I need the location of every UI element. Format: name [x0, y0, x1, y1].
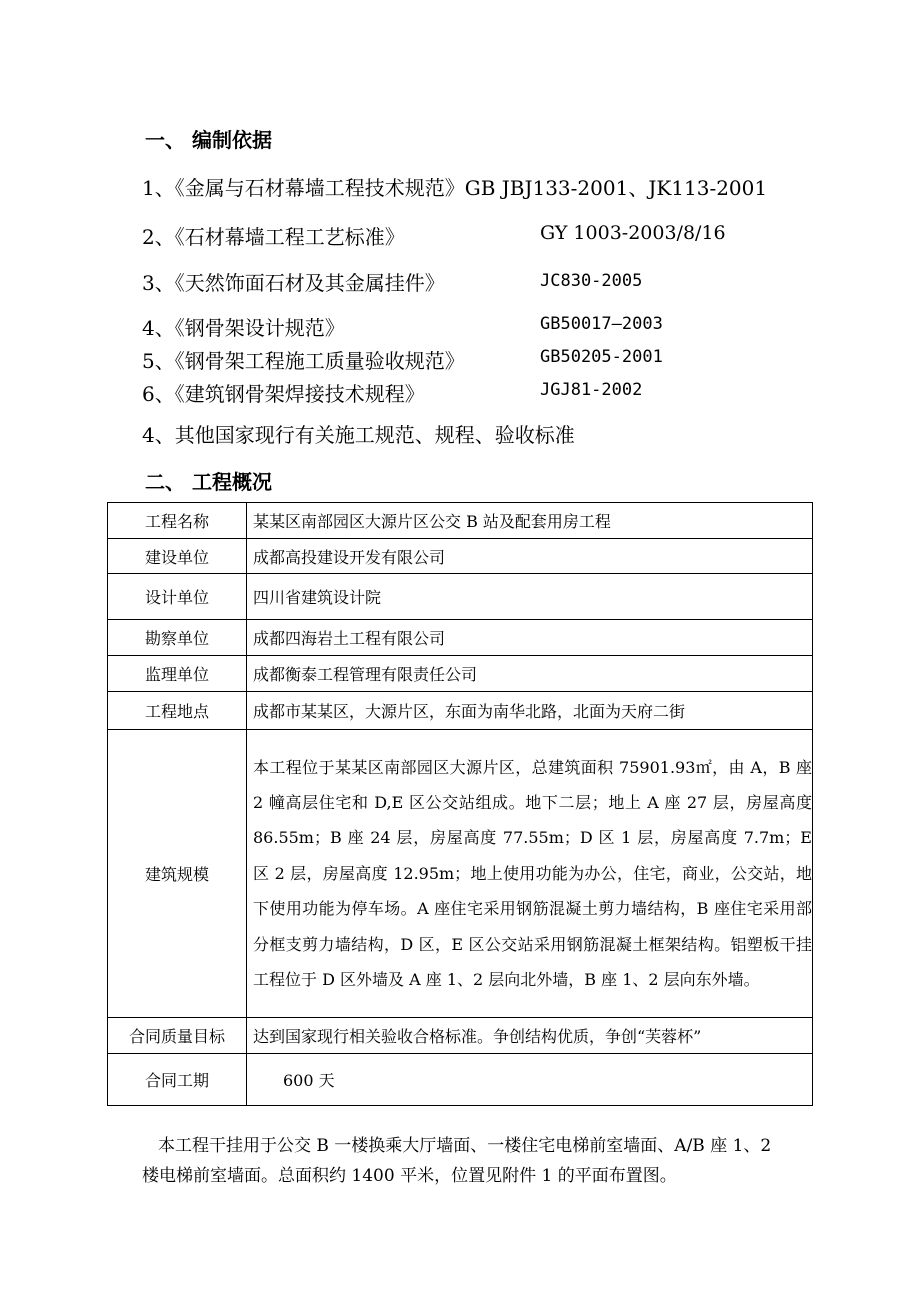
- table-row: [108, 1018, 813, 1054]
- table-row: [108, 620, 813, 656]
- section-heading-basis: 一、 编制依据: [145, 128, 272, 152]
- table-row: [108, 656, 813, 692]
- table-row: [108, 1054, 813, 1106]
- table-label-cell: 设计单位: [108, 574, 247, 620]
- table-label-cell: 建设单位: [108, 539, 247, 574]
- building-scale-description: 本工程位于某某区南部园区大源片区，总建筑面积 75901.93㎡，由 A，B 座 2 幢高层住宅和 D,E 区公交站组成。地下二层；地上 A 座 27 层，房屋高度 86.55m；B 座 24 层，房屋高度 77.55m；D 区 1 层，房屋高度 7.7m；E 区 2 层，房屋高度 12.95m；地上使用功能为办公，住宅，商业，公交站，地下使用功能为停车场。A 座住宅采用钢筋混凝土剪力墙结构，B 座住宅采用部分框支剪力墙结构，D 区，E 区公交站采用钢筋混凝土框架结构。铝塑板干挂工程位于 D 区外墙及 A 座 1、2 层向北外墙，B 座 1、2 层向东外墙。: [247, 730, 813, 1018]
- reference-code: JGJ81-2002: [540, 380, 643, 400]
- table-label-cell: 工程名称: [108, 503, 247, 539]
- table-label-cell: 合同工期: [108, 1054, 247, 1106]
- table-row: [108, 730, 813, 1018]
- table-value-cell: 四川省建筑设计院: [247, 574, 813, 620]
- reference-item: 4、其他国家现行有关施工规范、规程、验收标准: [142, 423, 575, 447]
- table-label-cell: 勘察单位: [108, 620, 247, 656]
- reference-code: GY 1003-2003/8/16: [540, 222, 726, 244]
- reference-code: GB50017—2003: [540, 314, 663, 334]
- section-heading-overview: 二、 工程概况: [145, 470, 272, 494]
- reference-item: 6、《建筑钢骨架焊接技术规程》: [142, 382, 425, 406]
- closing-paragraph: 本工程干挂用于公交 B 一楼换乘大厅墙面、一楼住宅电梯前室墙面、A/B 座 1、2 楼电梯前室墙面。总面积约 1400 平米，位置见附件 1 的平面布置图。: [142, 1136, 772, 1186]
- table-label-cell: 工程地点: [108, 692, 247, 730]
- reference-item: 3、《天然饰面石材及其金属挂件》: [142, 271, 445, 295]
- table-value-cell: 成都衡泰工程管理有限责任公司: [247, 656, 813, 692]
- table-label-cell: 监理单位: [108, 656, 247, 692]
- table-label-cell: 建筑规模: [108, 730, 247, 1018]
- reference-code: JC830-2005: [540, 271, 643, 291]
- reference-item: 1、《金属与石材幕墙工程技术规范》GB JBJ133-2001、JK113-2001: [142, 176, 768, 200]
- table-value-cell: 成都市某某区，大源片区，东面为南华北路，北面为天府二街: [247, 692, 813, 730]
- reference-item: 2、《石材幕墙工程工艺标准》: [142, 225, 405, 249]
- project-overview-table: [107, 502, 813, 1106]
- reference-code: GB50205-2001: [540, 347, 663, 367]
- table-value-cell: 达到国家现行相关验收合格标准。争创结构优质，争创“芙蓉杯”: [247, 1018, 813, 1054]
- table-row: [108, 503, 813, 539]
- reference-item: 5、《钢骨架工程施工质量验收规范》: [142, 349, 465, 373]
- table-value-cell: 成都四海岩土工程有限公司: [247, 620, 813, 656]
- table-value-cell: 某某区南部园区大源片区公交 B 站及配套用房工程: [247, 503, 813, 539]
- table-value-cell: 600 天: [247, 1054, 813, 1106]
- reference-item: 4、《钢骨架设计规范》: [142, 316, 345, 340]
- table-row: [108, 539, 813, 574]
- table-label-cell: 合同质量目标: [108, 1018, 247, 1054]
- table-row: [108, 574, 813, 620]
- table-value-cell: 成都高投建设开发有限公司: [247, 539, 813, 574]
- table-row: [108, 692, 813, 730]
